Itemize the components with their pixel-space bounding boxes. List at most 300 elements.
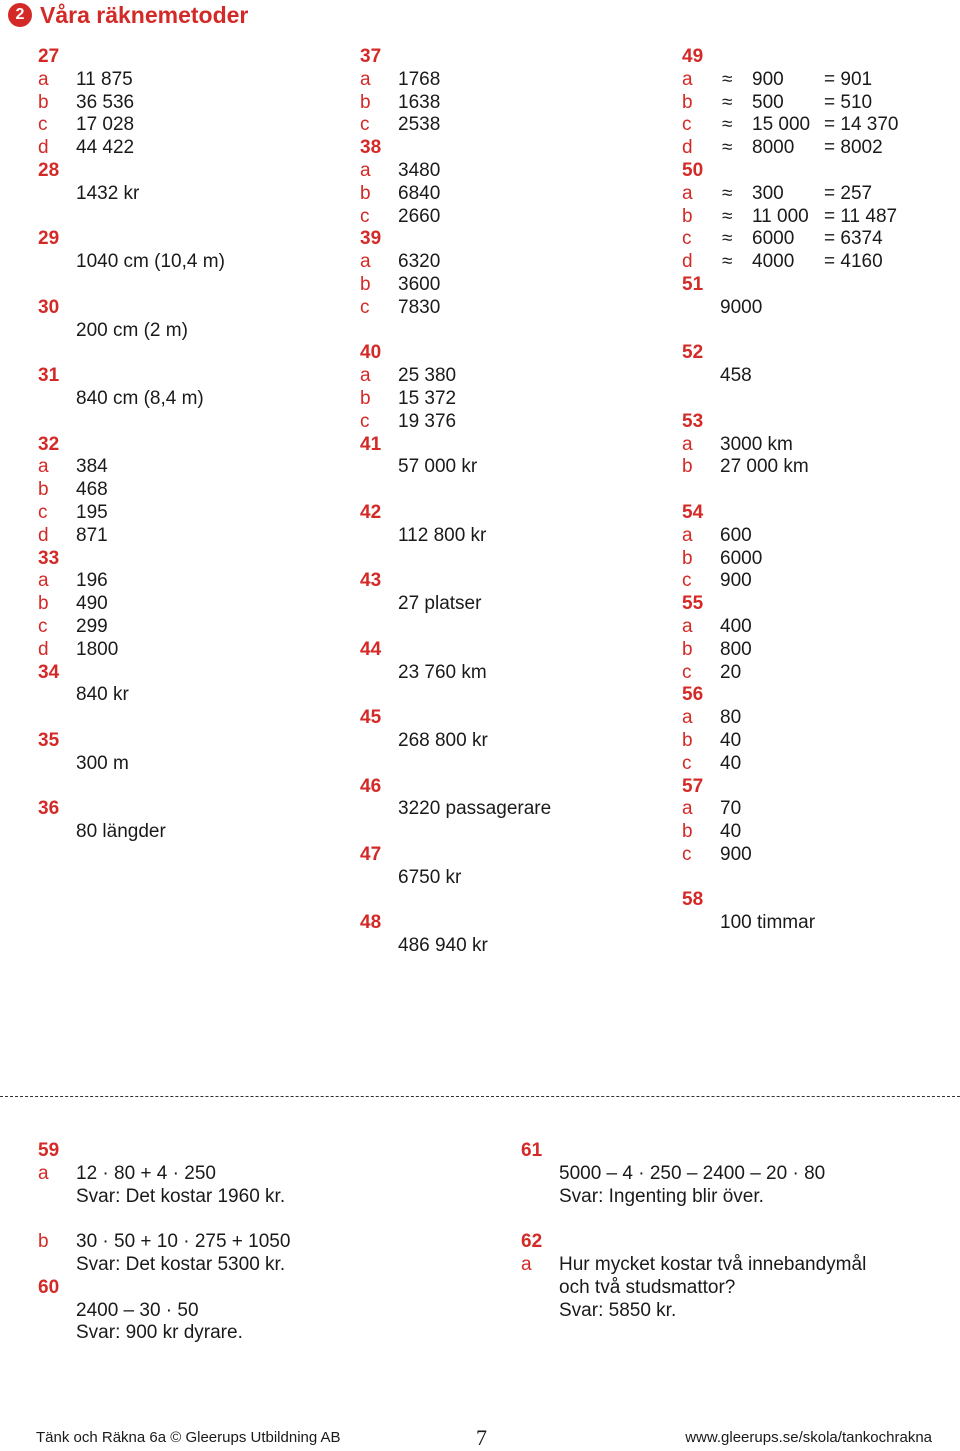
- exercise-number-label: 61: [521, 1140, 543, 1161]
- sub-letter: a: [682, 707, 693, 729]
- answer-line: [38, 1322, 478, 1345]
- exercise-number: [38, 730, 338, 753]
- answers-lower-right: [521, 1140, 951, 1322]
- answer-value: 6320: [398, 251, 441, 273]
- spacer: [682, 867, 952, 890]
- answer-value: 3000 km: [720, 433, 793, 455]
- answer-line: [682, 730, 952, 753]
- sub-letter: a: [682, 182, 693, 204]
- sub-letter: c: [682, 228, 692, 250]
- exercise-number-label: 54: [682, 501, 704, 523]
- answer-line: [521, 1300, 951, 1323]
- spacer: [360, 889, 660, 912]
- answer-line: [360, 798, 660, 821]
- sub-letter: a: [360, 159, 371, 181]
- sub-letter: c: [360, 296, 370, 318]
- answer-line: [38, 570, 338, 593]
- answer-value: 36 536: [76, 91, 135, 113]
- exercise-number-label: 32: [38, 433, 60, 455]
- answer-value: 196: [76, 570, 108, 592]
- answer-line: [682, 662, 952, 685]
- answer-line: [38, 593, 338, 616]
- answer-value: 80: [720, 707, 742, 729]
- exercise-number-label: 37: [360, 46, 382, 67]
- answer-line: [38, 1163, 478, 1186]
- exercise-number-label: 36: [38, 798, 60, 820]
- answer-value: 400: [720, 615, 752, 637]
- exact-result: = 14 370: [824, 114, 899, 136]
- sub-letter: b: [360, 273, 371, 295]
- sub-letter: b: [38, 91, 49, 113]
- exercise-number-label: 56: [682, 684, 704, 706]
- answer-value: 100 timmar: [720, 912, 816, 934]
- sub-letter: a: [682, 524, 693, 546]
- sub-letter: d: [38, 137, 49, 159]
- answer-line: [682, 912, 952, 935]
- answer-value: 3600: [398, 273, 441, 295]
- approx-sign-icon: ≈: [722, 251, 733, 273]
- sub-letter: c: [682, 114, 692, 136]
- sub-letter: b: [38, 1231, 49, 1253]
- sub-letter: c: [38, 615, 48, 637]
- answer-value: 11 875: [76, 68, 133, 90]
- spacer: [682, 320, 952, 343]
- sub-letter: c: [682, 661, 692, 683]
- exercise-number: [360, 137, 660, 160]
- answer-value: Svar: 900 kr dyrare.: [76, 1322, 243, 1344]
- answer-value: och två studsmattor?: [559, 1276, 736, 1298]
- exact-result: = 4160: [824, 251, 883, 273]
- answer-value: 1040 cm (10,4 m): [76, 251, 225, 273]
- answer-value: 23 760 km: [398, 661, 487, 683]
- exercise-number: [682, 502, 952, 525]
- sub-letter: a: [38, 456, 49, 478]
- spacer: [360, 684, 660, 707]
- exercise-number: [360, 342, 660, 365]
- exercise-number: [360, 639, 660, 662]
- answer-line: [38, 320, 338, 343]
- answer-line: [360, 114, 660, 137]
- exercise-number-label: 48: [360, 912, 382, 934]
- estimate-value: 300: [752, 182, 784, 204]
- exercise-number-label: 35: [38, 729, 60, 751]
- answers-column-1: [38, 46, 338, 844]
- sub-letter: a: [38, 68, 49, 90]
- sub-letter: b: [360, 91, 371, 113]
- answer-value: 800: [720, 638, 752, 660]
- exercise-number: [682, 342, 952, 365]
- answer-value: 299: [76, 615, 108, 637]
- exercise-number-label: 38: [360, 137, 382, 159]
- answer-line: [360, 456, 660, 479]
- sub-letter: d: [38, 638, 49, 660]
- answer-value: 6840: [398, 182, 441, 204]
- sub-letter: b: [360, 182, 371, 204]
- spacer: [360, 821, 660, 844]
- sub-letter: a: [38, 570, 49, 592]
- answer-line: [38, 69, 338, 92]
- answer-line: [521, 1163, 951, 1186]
- answer-value: 900: [720, 570, 752, 592]
- exercise-number-label: 43: [360, 570, 382, 592]
- answer-line: [682, 206, 952, 229]
- exercise-number-label: 47: [360, 843, 382, 865]
- exercise-number-label: 27: [38, 46, 60, 67]
- answer-line: [360, 297, 660, 320]
- sub-letter: a: [682, 615, 693, 637]
- sub-letter: b: [682, 91, 693, 113]
- spacer: [360, 616, 660, 639]
- answer-value: 112 800 kr: [398, 524, 487, 546]
- answer-line: [360, 365, 660, 388]
- exercise-number-label: 34: [38, 661, 60, 683]
- answers-lower-left: [38, 1140, 478, 1345]
- answer-value: 27 platser: [398, 593, 482, 615]
- exercise-number-label: 49: [682, 46, 704, 67]
- sub-letter: c: [360, 410, 370, 432]
- answer-value: 1768: [398, 68, 441, 90]
- answer-line: [38, 137, 338, 160]
- answer-line: [360, 206, 660, 229]
- estimate-value: 8000: [752, 137, 795, 159]
- sub-letter: a: [682, 798, 693, 820]
- answer-line: [38, 1254, 478, 1277]
- answer-line: [360, 525, 660, 548]
- exercise-number: [521, 1140, 951, 1163]
- sub-letter: a: [682, 68, 693, 90]
- answer-value: 2400 – 30 · 50: [76, 1299, 199, 1321]
- exercise-number: [38, 434, 338, 457]
- answer-line: [38, 1231, 478, 1254]
- answer-value: 20: [720, 661, 742, 683]
- answer-value: 195: [76, 501, 108, 523]
- approx-sign-icon: ≈: [722, 228, 733, 250]
- answer-line: [682, 69, 952, 92]
- spacer: [360, 548, 660, 571]
- answer-line: [682, 456, 952, 479]
- estimate-value: 6000: [752, 228, 795, 250]
- exercise-number: [38, 365, 338, 388]
- sub-letter: b: [38, 479, 49, 501]
- answer-line: [682, 707, 952, 730]
- exercise-number: [682, 274, 952, 297]
- answer-value: 6750 kr: [398, 866, 462, 888]
- answer-value: 1638: [398, 91, 441, 113]
- spacer: [38, 1208, 478, 1231]
- exercise-number: [38, 662, 338, 685]
- answer-line: [38, 479, 338, 502]
- estimate-value: 500: [752, 91, 784, 113]
- exercise-number-label: 53: [682, 410, 704, 432]
- answer-value: 17 028: [76, 114, 135, 136]
- answer-line: [360, 388, 660, 411]
- answer-value: 384: [76, 456, 108, 478]
- exercise-number-label: 33: [38, 547, 60, 569]
- answer-value: 2538: [398, 114, 441, 136]
- sub-letter: c: [38, 501, 48, 523]
- estimate-value: 11 000: [752, 205, 809, 227]
- spacer: [38, 206, 338, 229]
- answer-line: [38, 684, 338, 707]
- answer-value: 3480: [398, 159, 441, 181]
- exercise-number-label: 57: [682, 775, 704, 797]
- approx-sign-icon: ≈: [722, 205, 733, 227]
- sub-letter: c: [38, 114, 48, 136]
- exercise-number-label: 31: [38, 365, 60, 387]
- answer-value: 80 längder: [76, 821, 166, 843]
- spacer: [521, 1208, 951, 1231]
- answer-line: [682, 616, 952, 639]
- dashed-divider: [0, 1096, 960, 1097]
- answer-value: 19 376: [398, 410, 457, 432]
- sub-letter: a: [38, 1162, 49, 1184]
- answer-line: [682, 434, 952, 457]
- answer-value: 40: [720, 821, 742, 843]
- exercise-number: [38, 228, 338, 251]
- answer-value: 9000: [720, 296, 763, 318]
- spacer: [38, 274, 338, 297]
- sub-letter: c: [682, 843, 692, 865]
- answer-line: [38, 1300, 478, 1323]
- answer-line: [682, 251, 952, 274]
- exact-result: = 11 487: [824, 205, 898, 227]
- exercise-number: [360, 912, 660, 935]
- exercise-number: [38, 798, 338, 821]
- answer-line: [360, 593, 660, 616]
- answer-value: Hur mycket kostar två innebandymål: [559, 1253, 867, 1275]
- answer-line: [38, 388, 338, 411]
- exercise-number: [360, 502, 660, 525]
- answer-value: 840 cm (8,4 m): [76, 387, 204, 409]
- answer-line: [682, 844, 952, 867]
- answer-line: [38, 616, 338, 639]
- answer-value: 12 · 80 + 4 · 250: [76, 1162, 216, 1184]
- answer-line: [38, 1186, 478, 1209]
- spacer: [38, 411, 338, 434]
- answer-line: [521, 1277, 951, 1300]
- answer-line: [682, 297, 952, 320]
- answer-value: 70: [720, 798, 742, 820]
- approx-sign-icon: ≈: [722, 91, 733, 113]
- answer-value: Svar: Ingenting blir över.: [559, 1185, 764, 1207]
- exercise-number: [38, 297, 338, 320]
- answer-value: 200 cm (2 m): [76, 319, 188, 341]
- answer-line: [360, 935, 660, 958]
- approx-sign-icon: ≈: [722, 68, 733, 90]
- answer-line: [682, 228, 952, 251]
- spacer: [360, 479, 660, 502]
- exercise-number: [360, 776, 660, 799]
- exercise-number: [682, 593, 952, 616]
- sub-letter: c: [360, 114, 370, 136]
- answer-value: Svar: 5850 kr.: [559, 1299, 677, 1321]
- answer-value: 6000: [720, 547, 763, 569]
- answer-line: [38, 456, 338, 479]
- sub-letter: a: [682, 433, 693, 455]
- answer-line: [682, 137, 952, 160]
- exercise-number-label: 55: [682, 593, 704, 615]
- answer-line: [38, 114, 338, 137]
- estimate-value: 900: [752, 68, 784, 90]
- answer-line: [360, 274, 660, 297]
- exercise-number-label: 52: [682, 342, 704, 364]
- sub-letter: b: [682, 729, 693, 751]
- exercise-number: [360, 228, 660, 251]
- exercise-number-label: 62: [521, 1231, 543, 1253]
- answer-value: 15 372: [398, 387, 457, 409]
- answer-value: 7830: [398, 296, 441, 318]
- spacer: [360, 320, 660, 343]
- exercise-number-label: 28: [38, 159, 60, 181]
- exact-result: = 257: [824, 182, 873, 204]
- section-title: Våra räknemetoder: [40, 1, 249, 28]
- answer-line: [682, 753, 952, 776]
- exercise-number: [682, 160, 952, 183]
- sub-letter: b: [682, 547, 693, 569]
- answer-line: [38, 183, 338, 206]
- answer-line: [360, 69, 660, 92]
- exact-result: = 510: [824, 91, 873, 113]
- sub-letter: d: [682, 251, 693, 273]
- exercise-number-label: 50: [682, 159, 704, 181]
- answer-value: 5000 – 4 · 250 – 2400 – 20 · 80: [559, 1162, 826, 1184]
- answer-line: [682, 183, 952, 206]
- sub-letter: c: [682, 570, 692, 592]
- approx-sign-icon: ≈: [722, 137, 733, 159]
- answer-line: [38, 251, 338, 274]
- sub-letter: b: [682, 205, 693, 227]
- exercise-number-label: 46: [360, 775, 382, 797]
- exercise-number: [38, 1277, 478, 1300]
- answer-value: 27 000 km: [720, 456, 809, 478]
- answer-line: [682, 639, 952, 662]
- exercise-number-label: 51: [682, 273, 704, 295]
- sub-letter: d: [682, 137, 693, 159]
- sub-letter: a: [360, 68, 371, 90]
- exercise-number-label: 60: [38, 1276, 60, 1298]
- approx-sign-icon: ≈: [722, 182, 733, 204]
- exact-result: = 6374: [824, 228, 883, 250]
- approx-sign-icon: ≈: [722, 114, 733, 136]
- sub-letter: c: [360, 205, 370, 227]
- answer-value: 300 m: [76, 752, 129, 774]
- answer-line: [360, 183, 660, 206]
- answer-line: [360, 730, 660, 753]
- page-number: 7: [476, 1425, 487, 1450]
- exercise-number: [38, 1140, 478, 1163]
- sub-letter: b: [682, 638, 693, 660]
- answer-line: [360, 411, 660, 434]
- spacer: [38, 342, 338, 365]
- exercise-number-label: 45: [360, 707, 382, 729]
- exercise-number-label: 30: [38, 296, 60, 318]
- answer-value: 30 · 50 + 10 · 275 + 1050: [76, 1231, 291, 1253]
- exercise-number: [38, 46, 338, 69]
- answer-line: [38, 92, 338, 115]
- exercise-number: [360, 707, 660, 730]
- answers-column-3: [682, 46, 952, 935]
- exercise-number: [38, 548, 338, 571]
- answer-value: 2660: [398, 205, 441, 227]
- answer-value: 57 000 kr: [398, 456, 478, 478]
- exercise-number: [682, 889, 952, 912]
- sub-letter: a: [521, 1253, 532, 1275]
- sub-letter: b: [360, 387, 371, 409]
- answer-value: 458: [720, 365, 752, 387]
- answer-line: [682, 570, 952, 593]
- answer-value: 268 800 kr: [398, 729, 488, 751]
- answer-value: 40: [720, 729, 742, 751]
- exact-result: = 901: [824, 68, 873, 90]
- answer-value: 600: [720, 524, 752, 546]
- exercise-number: [682, 776, 952, 799]
- answer-line: [360, 92, 660, 115]
- answer-line: [38, 753, 338, 776]
- exercise-number: [682, 411, 952, 434]
- sub-letter: a: [360, 251, 371, 273]
- answer-value: 44 422: [76, 137, 135, 159]
- estimate-value: 4000: [752, 251, 795, 273]
- answer-value: 3220 passagerare: [398, 798, 552, 820]
- footer-copyright: Tänk och Räkna 6a © Gleerups Utbildning AB: [36, 1429, 341, 1446]
- exercise-number-label: 40: [360, 342, 382, 364]
- answer-line: [682, 365, 952, 388]
- spacer: [682, 479, 952, 502]
- exercise-number-label: 29: [38, 228, 60, 250]
- answer-line: [38, 502, 338, 525]
- answer-value: 486 940 kr: [398, 935, 488, 957]
- sub-letter: d: [38, 524, 49, 546]
- answer-line: [682, 92, 952, 115]
- section-number-badge: 2: [8, 3, 32, 27]
- answer-value: Svar: Det kostar 1960 kr.: [76, 1185, 286, 1207]
- answer-value: 1800: [76, 638, 119, 660]
- exercise-number-label: 41: [360, 433, 382, 455]
- exercise-number-label: 59: [38, 1140, 60, 1161]
- answer-value: 1432 kr: [76, 182, 140, 204]
- answer-line: [360, 662, 660, 685]
- answer-value: 25 380: [398, 365, 457, 387]
- exercise-number-label: 44: [360, 638, 382, 660]
- estimate-value: 15 000: [752, 114, 811, 136]
- exercise-number: [360, 46, 660, 69]
- exercise-number: [360, 844, 660, 867]
- exercise-number: [360, 434, 660, 457]
- answer-line: [682, 798, 952, 821]
- answer-line: [38, 821, 338, 844]
- answer-line: [682, 525, 952, 548]
- exercise-number-label: 58: [682, 889, 704, 911]
- exercise-number-label: 42: [360, 501, 382, 523]
- sub-letter: c: [682, 752, 692, 774]
- footer-url[interactable]: www.gleerups.se/skola/tankochrakna: [685, 1429, 932, 1446]
- sub-letter: b: [38, 593, 49, 615]
- answer-value: 871: [76, 524, 108, 546]
- answer-line: [682, 821, 952, 844]
- answer-line: [360, 867, 660, 890]
- answer-line: [38, 639, 338, 662]
- answer-line: [521, 1186, 951, 1209]
- answer-value: 490: [76, 593, 108, 615]
- answer-line: [360, 251, 660, 274]
- spacer: [38, 776, 338, 799]
- answer-value: 468: [76, 479, 108, 501]
- answer-line: [360, 160, 660, 183]
- answer-value: 900: [720, 843, 752, 865]
- spacer: [38, 707, 338, 730]
- answer-line: [682, 114, 952, 137]
- spacer: [682, 388, 952, 411]
